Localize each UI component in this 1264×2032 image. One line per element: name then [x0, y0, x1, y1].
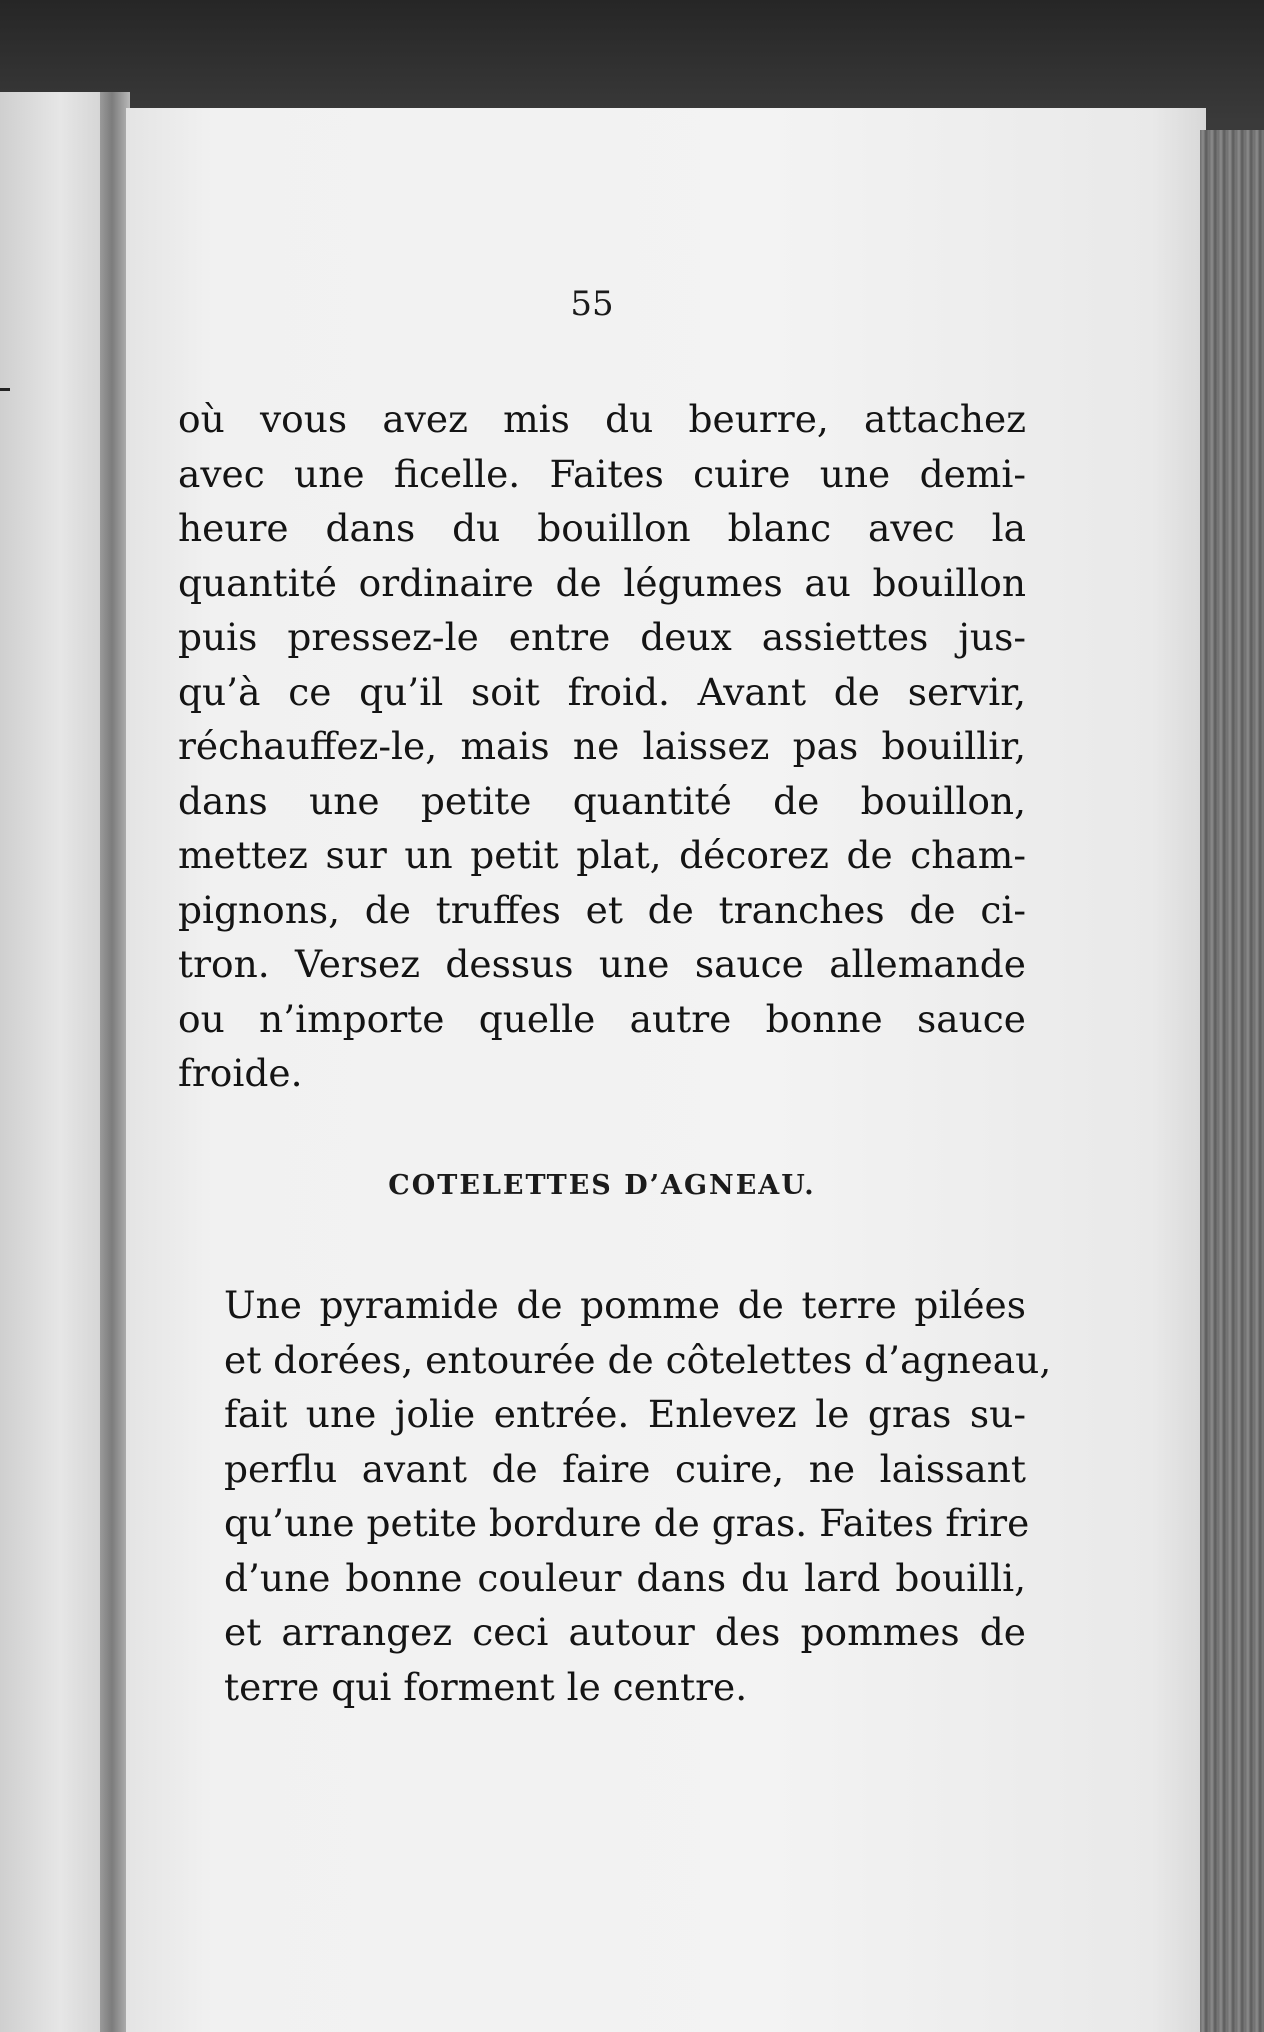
recipe-paragraph	[178, 1278, 1052, 1714]
text-line: et arrangez ceci autour des pommes de	[224, 1610, 1026, 1654]
text-line: dans une petite quantité de bouillon,	[178, 778, 1026, 823]
text-line: qu’une petite bordure de gras. Faites frire	[224, 1501, 1030, 1545]
text-line: quantité ordinaire de légumes au bouillon	[178, 560, 1026, 605]
text-line: avec une ficelle. Faites cuire une demi-	[178, 451, 1026, 496]
section-heading: COTELETTES D’AGNEAU.	[388, 1170, 816, 1201]
previous-page-mark	[0, 388, 10, 391]
text-line: ou n’importe quelle autre bonne sauce	[178, 996, 1026, 1041]
text-line: pignons, de truffes et de tranches de ci-	[178, 887, 1026, 932]
page-number: 55	[570, 284, 614, 324]
previous-page-edge	[0, 92, 110, 2032]
text-line: puis pressez-le entre deux assiettes jus-	[178, 615, 1026, 659]
text-line: terre qui forment le centre.	[224, 1664, 748, 1709]
text-line: où vous avez mis du beurre, attachez	[178, 397, 1026, 441]
text-line: Une pyramide de pomme de terre pilées	[224, 1283, 1026, 1327]
text-line: fait une jolie entrée. Enlevez le gras su-	[224, 1392, 1026, 1436]
text-line: réchauffez-le, mais ne laissez pas bouillir,	[178, 724, 1026, 768]
text-line: d’une bonne couleur dans du lard bouilli,	[224, 1555, 1026, 1600]
text-line: heure dans du bouillon blanc avec la	[178, 506, 1026, 550]
text-line: tron. Versez dessus une sauce allemande	[178, 942, 1026, 986]
text-line: et dorées, entourée de côtelettes d’agneau,	[224, 1337, 1052, 1382]
text-line: mettez sur un petit plat, décorez de cham-	[178, 833, 1026, 877]
paragraph-continued	[178, 392, 1026, 1101]
text-line: froide.	[178, 1051, 303, 1095]
book-fore-edge	[1200, 130, 1264, 2032]
text-line: qu’à ce qu’il soit froid. Avant de servir,	[178, 669, 1026, 714]
text-line: perflu avant de faire cuire, ne laissant	[224, 1446, 1026, 1491]
